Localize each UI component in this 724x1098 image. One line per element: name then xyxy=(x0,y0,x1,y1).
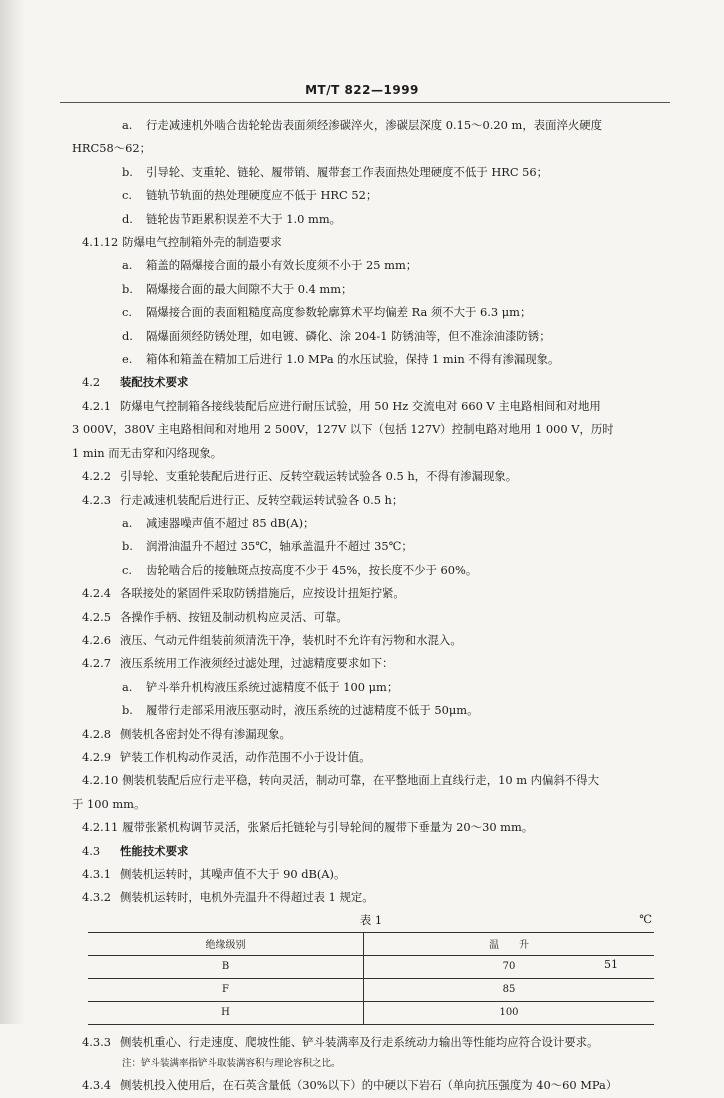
clause-line xyxy=(84,231,658,254)
clause-line xyxy=(84,465,658,488)
item-marker: a. xyxy=(122,118,133,132)
header-temperature-rise: 温 升 xyxy=(364,932,655,955)
item-marker: a. xyxy=(122,679,133,694)
clause-number: 4.1.12 xyxy=(82,235,119,250)
clause-number: 4.3 xyxy=(82,843,101,858)
list-item xyxy=(84,301,658,324)
list-item xyxy=(84,535,658,558)
table-caption xyxy=(84,910,658,932)
clause-list-continued xyxy=(84,1031,658,1098)
line-text: 性能技术要求 xyxy=(120,843,189,858)
line-text: 各联接处的紧固件采取防锈措施后，应按设计扭矩拧紧。 xyxy=(120,586,405,601)
running-header: MT/T 822—1999 xyxy=(305,83,419,97)
line-text: 3 000V，380V 主电路相间和对地用 2 500V，127V 以下（包括 127V）控制电路对地用 1 000 V，历时 xyxy=(72,422,614,437)
line-text: 侧装机装配后应行走平稳，转向灵活，制动可靠，在平整地面上直线行走，10 m 内偏斜不得大 xyxy=(122,773,600,788)
item-marker: c. xyxy=(122,562,133,577)
line-text: 侧装机重心、行走速度、爬坡性能、铲斗装满率及行走系统动力输出等性能均应符合设计要求。 xyxy=(120,1034,599,1049)
cell-rise: 70 xyxy=(364,955,655,978)
clause-line xyxy=(84,863,658,886)
clause-number: 4.2.1 xyxy=(82,398,111,413)
cell-class: B xyxy=(88,955,364,978)
clause-number: 4.3.1 xyxy=(82,867,111,881)
clause-number: 4.2.8 xyxy=(82,726,111,741)
line-text: 引导轮、支重轮、链轮、履带销、履带套工作表面热处理硬度不低于 HRC 56； xyxy=(146,164,549,179)
clause-number: 4.2 xyxy=(82,375,101,390)
clause-number: 4.2.11 xyxy=(82,820,119,835)
clause-number: 4.3.3 xyxy=(82,1034,111,1049)
clause-line xyxy=(84,395,658,418)
continuation-line xyxy=(72,442,658,465)
continuation-line xyxy=(72,793,658,816)
line-text: 履带张紧机构调节灵活，张紧后托链轮与引导轮间的履带下垂量为 20～30 mm。 xyxy=(122,820,534,835)
line-text: 润滑油温升不超过 35℃，轴承盖温升不超过 35℃； xyxy=(146,539,413,554)
item-marker: b. xyxy=(122,281,133,296)
line-text: HRC58～62； xyxy=(72,141,151,156)
clause-line xyxy=(84,840,658,863)
list-item xyxy=(84,278,658,301)
item-marker: c. xyxy=(122,305,133,320)
line-text: 链轨节轨面的热处理硬度应不低于 HRC 52； xyxy=(146,188,378,203)
line-text: 各操作手柄、按钮及制动机构应灵活、可靠。 xyxy=(120,609,348,624)
binding-shadow xyxy=(0,0,26,1024)
temperature-rise-table xyxy=(88,932,654,1025)
item-marker: a. xyxy=(122,515,133,530)
clause-line xyxy=(84,1031,658,1054)
clause-line xyxy=(84,489,658,512)
list-item xyxy=(84,161,658,184)
line-text: 行走减速机装配后进行正、反转空载运转试验各 0.5 h； xyxy=(120,492,404,507)
line-text: 隔爆面须经防锈处理，如电镀、磷化、涂 204-1 防锈油等，但不准涂油漆防锈； xyxy=(146,328,551,343)
line-text: 侧装机投入使用后，在石英含量低（30%以下）的中硬以下岩石（单向抗压强度为 40～60 MPa） xyxy=(120,1078,618,1093)
clause-line xyxy=(84,582,658,605)
line-text: 铲斗举升机构液压系统过滤精度不低于 100 μm； xyxy=(146,679,399,694)
clause-list xyxy=(72,114,658,910)
line-text: 侧装机运转时，其噪声值不大于 90 dB(A)。 xyxy=(120,867,346,881)
cell-class: H xyxy=(88,1001,364,1024)
line-text: 隔爆接合面的最大间隙不大于 0.4 mm； xyxy=(146,281,353,296)
table-title: 表 1 xyxy=(359,912,383,927)
cell-class: F xyxy=(88,978,364,1001)
line-text: 防爆电气控制箱各接线装配后应进行耐压试验，用 50 Hz 交流电对 660 V 主电路相间和对地用 xyxy=(120,398,601,413)
clause-line xyxy=(84,816,658,839)
list-item xyxy=(84,676,658,699)
item-marker: a. xyxy=(122,258,133,273)
item-marker: d. xyxy=(122,328,133,343)
clause-line xyxy=(84,606,658,629)
line-text: 装配技术要求 xyxy=(120,375,189,390)
line-text: 液压系统用工作液须经过滤处理，过滤精度要求如下： xyxy=(120,656,394,671)
header-insulation-class: 绝缘级别 xyxy=(88,932,364,955)
clause-number: 4.3.4 xyxy=(82,1078,111,1093)
table-header-row xyxy=(88,932,654,955)
line-text: 减速器噪声值不超过 85 dB(A)； xyxy=(146,515,315,530)
item-marker: b. xyxy=(122,164,133,179)
clause-number: 4.3.2 xyxy=(82,890,111,905)
table-row xyxy=(88,978,654,1001)
line-text: 液压、气动元件组装前须清洗干净，装机时不允许有污物和水混入。 xyxy=(120,632,462,647)
item-marker: e. xyxy=(122,352,133,367)
list-item xyxy=(84,208,658,231)
note-line: 注：铲斗装满率指铲斗取装满容积与理论容积之比。 xyxy=(122,1058,341,1070)
line-text: 箱盖的隔爆接合面的最小有效长度须不小于 25 mm； xyxy=(146,258,418,273)
clause-number: 4.2.6 xyxy=(82,632,111,647)
item-marker: c. xyxy=(122,188,133,203)
line-text: 履带行走部采用液压驱动时，液压系统的过滤精度不低于 50μm。 xyxy=(146,703,479,718)
clause-number: 4.2.3 xyxy=(82,492,111,507)
cell-rise: 85 xyxy=(364,978,655,1001)
clause-line xyxy=(84,1074,658,1097)
item-marker: d. xyxy=(122,211,133,226)
list-item xyxy=(84,512,658,535)
list-item xyxy=(84,325,658,348)
clause-line xyxy=(84,723,658,746)
continuation-line xyxy=(72,137,658,160)
clause-line xyxy=(84,629,658,652)
line-text: 于 100 mm。 xyxy=(72,796,146,811)
line-text: 引导轮、支重轮装配后进行正、反转空载运转试验各 0.5 h，不得有渗漏现象。 xyxy=(120,469,518,484)
list-item xyxy=(84,559,658,582)
line-text: 侧装机运转时，电机外壳温升不得超过表 1 规定。 xyxy=(120,890,374,905)
table-row xyxy=(88,955,654,978)
line-text: 1 min 而无击穿和闪络现象。 xyxy=(72,445,223,460)
line-text: 齿轮啮合后的接触斑点按高度不少于 45%，按长度不少于 60%。 xyxy=(146,562,478,577)
clause-line xyxy=(84,769,658,792)
line-text: 行走减速机外啮合齿轮轮齿表面须经渗碳淬火，渗碳层深度 0.15～0.20 m，表面淬火硬度 xyxy=(146,118,603,132)
list-item xyxy=(84,699,658,722)
body-text xyxy=(72,114,658,1098)
list-item xyxy=(84,184,658,207)
table-unit: ℃ xyxy=(639,911,652,926)
header-rule xyxy=(60,102,670,103)
list-item xyxy=(84,114,658,137)
clause-line xyxy=(84,371,658,394)
line-text: 铲装工作机构动作灵活，动作范围不小于设计值。 xyxy=(120,749,371,764)
line-text: 侧装机各密封处不得有渗漏现象。 xyxy=(120,726,291,741)
clause-number: 4.2.5 xyxy=(82,609,111,624)
list-item xyxy=(84,348,658,371)
clause-number: 4.2.4 xyxy=(82,586,111,601)
item-marker: b. xyxy=(122,703,133,718)
clause-number: 4.2.9 xyxy=(82,749,111,764)
clause-line xyxy=(84,886,658,909)
list-item xyxy=(84,254,658,277)
table-row xyxy=(88,1001,654,1024)
page-number: 51 xyxy=(604,958,618,971)
item-marker: b. xyxy=(122,539,133,554)
continuation-line xyxy=(72,418,658,441)
clause-number: 4.2.10 xyxy=(82,773,119,788)
line-text: 防爆电气控制箱外壳的制造要求 xyxy=(122,235,282,250)
clause-line xyxy=(84,652,658,675)
line-text: 隔爆接合面的表面粗糙度高度参数轮廓算术平均偏差 Ra 须不大于 6.3 μm； xyxy=(146,305,532,320)
clause-line xyxy=(84,746,658,769)
line-text: 箱体和箱盖在精加工后进行 1.0 MPa 的水压试验，保持 1 min 不得有渗漏现象。 xyxy=(146,352,560,367)
clause-number: 4.2.7 xyxy=(82,656,111,671)
line-text: 链轮齿节距累积误差不大于 1.0 mm。 xyxy=(146,211,342,226)
clause-number: 4.2.2 xyxy=(82,469,111,484)
cell-rise: 100 xyxy=(364,1001,655,1024)
